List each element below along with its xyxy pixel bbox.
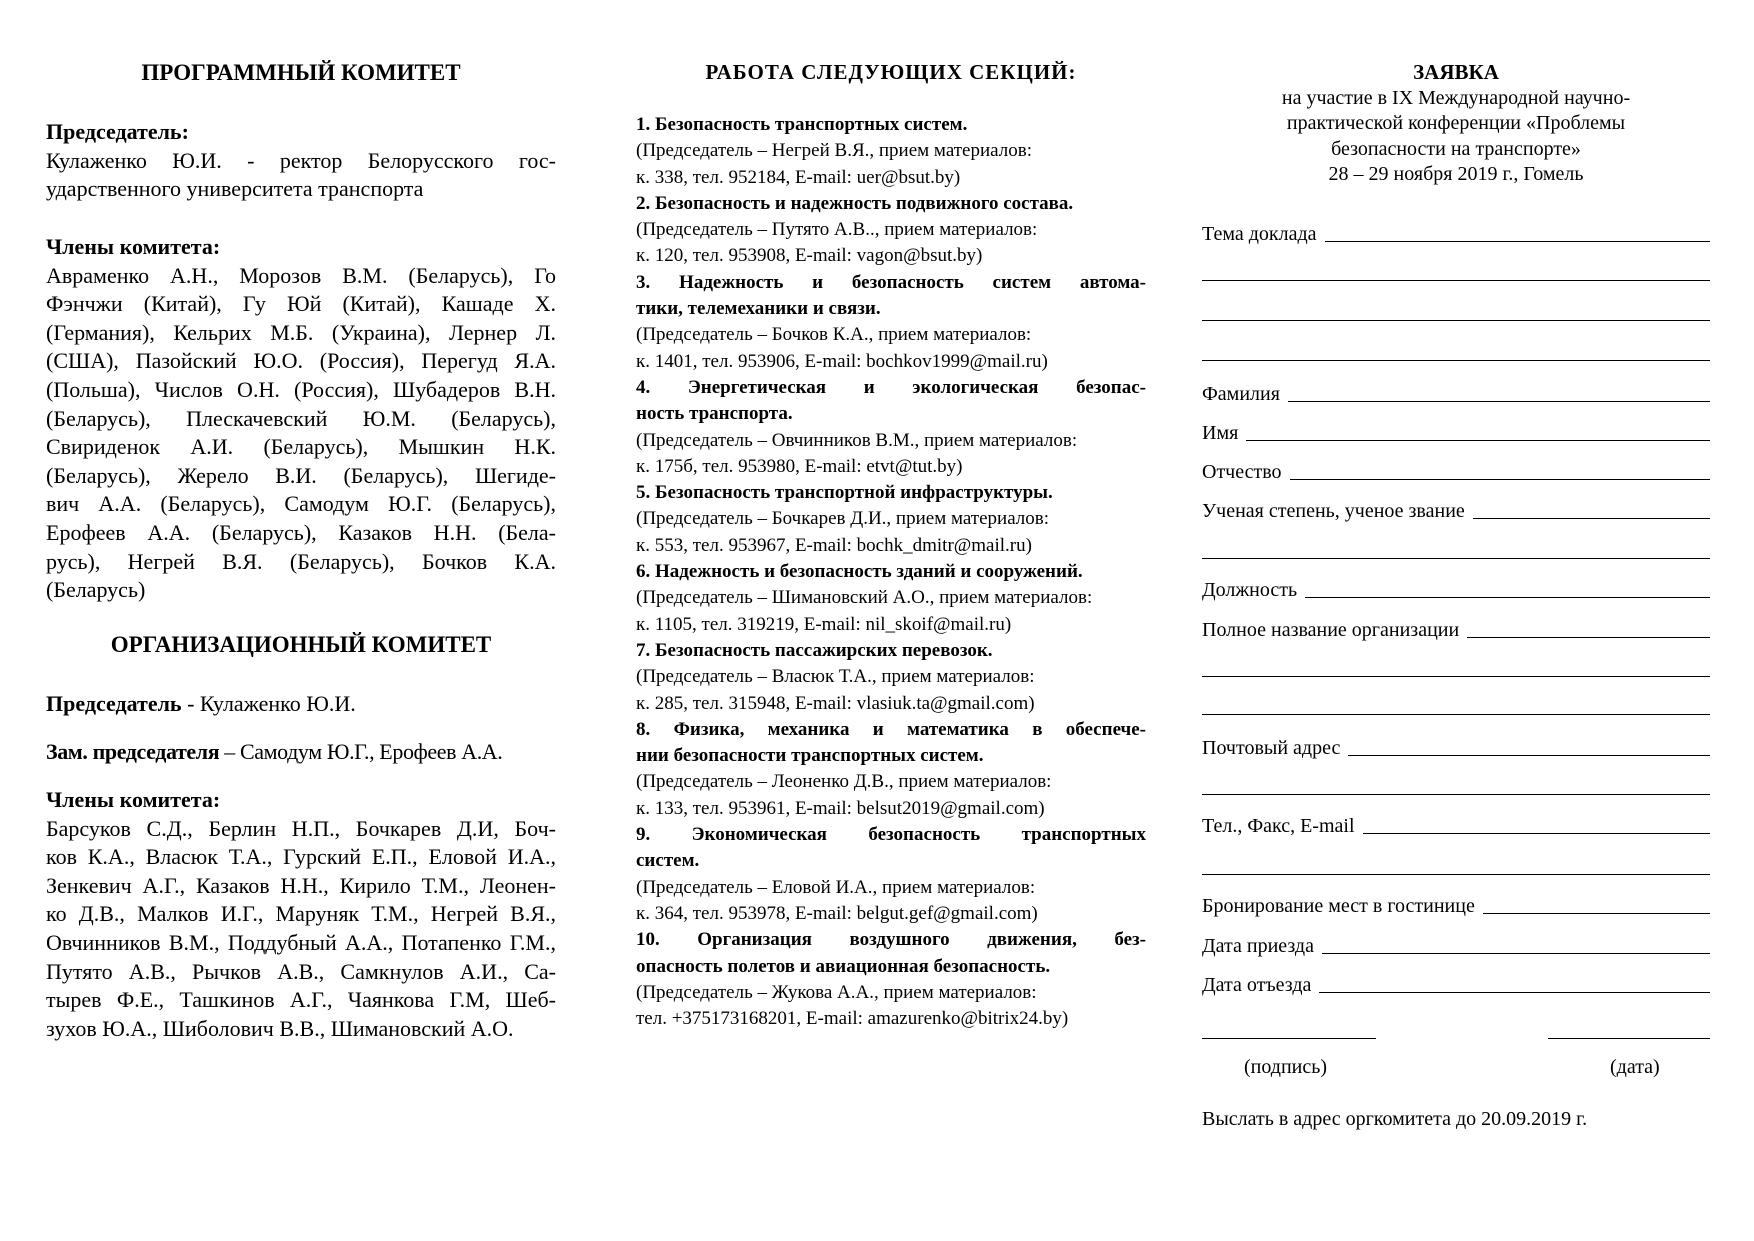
degree-input-line-2[interactable] (1202, 558, 1710, 559)
organization-input-line-2[interactable] (1202, 676, 1710, 677)
org-deputy-value: – Самодум Ю.Г., Ерофеев А.А. (219, 739, 503, 764)
program-members-line: (Беларусь), Плескачевский Ю.М. (Беларусь), (46, 405, 556, 431)
section-item (636, 638, 1146, 717)
patronymic-input-line[interactable] (1290, 479, 1710, 480)
program-chair-label: Председатель: (46, 119, 189, 144)
application-title: ЗАЯВКА (1413, 60, 1499, 84)
section-title: 10. Организация воздушного движения, без- (636, 929, 1146, 951)
program-members-line: вич А.А. (Беларусь), Самодум Ю.Г. (Беларусь), (46, 491, 556, 517)
address-label: Почтовый адрес (1202, 737, 1341, 759)
section-contact: (Председатель – Бочков К.А., прием материалов: (636, 324, 1032, 346)
address-field[interactable] (1202, 734, 1710, 760)
section-item (636, 559, 1146, 638)
section-title: 3. Надежность и безопасность систем автома- (636, 271, 1146, 293)
application-subtitle-line: 28 – 29 ноября 2019 г., Гомель (1328, 163, 1584, 186)
application-header (1202, 60, 1710, 188)
patronymic-field[interactable] (1202, 458, 1710, 484)
application-subtitle-line: на участие в IX Международной научно- (1281, 86, 1631, 109)
program-members-line: (Германия), Кельрих М.Б. (Украина), Лернер Л. (46, 319, 556, 345)
signature-label: (подпись) (1244, 1056, 1328, 1078)
org-members-line: Барсуков С.Д., Берлин Н.П., Бочкарев Д.И, Боч- (46, 815, 556, 841)
section-item (636, 191, 1146, 270)
patronymic-label: Отчество (1202, 461, 1282, 483)
organization-input-line[interactable] (1467, 637, 1710, 638)
section-item (636, 480, 1146, 559)
program-members (46, 233, 556, 605)
departure-input-line[interactable] (1319, 992, 1710, 993)
program-members-text (46, 262, 556, 605)
section-contact: (Председатель – Леоненко Д.В., прием материалов: (636, 771, 1052, 793)
organization-field[interactable] (1202, 616, 1710, 642)
departure-field[interactable] (1202, 971, 1710, 997)
section-title: нии безопасности транспортных систем. (636, 745, 984, 767)
section-title: тики, телемеханики и связи. (636, 298, 881, 320)
program-members-line: (Польша), Числов О.Н. (Россия), Шубадеров В.Н. (46, 376, 556, 402)
org-chair-label: Председатель (46, 691, 182, 716)
hotel-field[interactable] (1202, 892, 1710, 918)
surname-field[interactable] (1202, 380, 1710, 406)
section-item (636, 927, 1146, 1032)
section-contact: тел. +375173168201, E-mail: amazurenko@bitrix24.by) (636, 1008, 1069, 1030)
position-field[interactable] (1202, 576, 1710, 602)
position-label: Должность (1202, 579, 1298, 601)
section-title: 2. Безопасность и надежность подвижного состава. (636, 192, 1074, 214)
address-input-line[interactable] (1348, 755, 1710, 756)
hotel-input-line[interactable] (1483, 913, 1710, 914)
section-contact: к. 364, тел. 953978, E-mail: belgut.gef@gmail.com) (636, 902, 1038, 924)
org-deputy (46, 738, 556, 767)
section-title: 7. Безопасность пассажирских перевозок. (636, 639, 993, 661)
section-item (636, 822, 1146, 927)
arrival-label: Дата приезда (1202, 935, 1314, 957)
section-contact: (Председатель – Путято А.В.., прием материалов: (636, 219, 1038, 241)
program-chair-line: Кулаженко Ю.И. - ректор Белорусского гос- (46, 147, 556, 173)
application-subtitle-line: практической конференции «Проблемы (1286, 112, 1626, 135)
section-item (636, 112, 1146, 191)
address-input-line-2[interactable] (1202, 794, 1710, 795)
section-contact: (Председатель – Еловой И.А., прием материалов: (636, 876, 1036, 898)
date-line[interactable] (1548, 1038, 1710, 1039)
contacts-input-line[interactable] (1363, 833, 1710, 834)
section-contact: к. 553, тел. 953967, E-mail: bochk_dmitr@mail.ru) (636, 534, 1032, 556)
section-title: 4. Энергетическая и экологическая безопас- (636, 376, 1146, 398)
application-subtitle (1202, 86, 1710, 188)
org-members-line: зухов Ю.А., Шиболович В.В., Шимановский А.О. (46, 1015, 514, 1041)
topic-input-line-4[interactable] (1202, 360, 1710, 361)
org-committee-title: ОРГАНИЗАЦИОННЫЙ КОМИТЕТ (110, 632, 492, 657)
org-chair (46, 690, 556, 719)
program-members-line: Авраменко А.Н., Морозов В.М. (Беларусь), Го (46, 262, 556, 288)
deadline-note: Выслать в адрес оргкомитета до 20.09.2019 г. (1202, 1108, 1588, 1130)
degree-label: Ученая степень, ученое звание (1202, 500, 1465, 522)
section-contact: к. 338, тел. 952184, E-mail: uer@bsut.by) (636, 166, 961, 188)
contacts-input-line-2[interactable] (1202, 874, 1710, 875)
program-members-line: Фэнчжи (Китай), Гу Юй (Китай), Кашаде Х. (46, 291, 556, 317)
program-members-line: (США), Пазойский Ю.О. (Россия), Перегуд Я.А. (46, 348, 556, 374)
section-contact: (Председатель – Бочкарев Д.И., прием материалов: (636, 508, 1050, 530)
surname-label: Фамилия (1202, 383, 1280, 405)
sections-title: РАБОТА СЛЕДУЮЩИХ СЕКЦИЙ: (705, 60, 1077, 84)
program-members-line: Ерофеев А.А. (Беларусь), Казаков Н.Н. (Бела- (46, 519, 556, 545)
program-members-line: (Беларусь) (46, 577, 146, 603)
program-members-line: Свириденок А.И. (Беларусь), Мышкин Н.К. (46, 434, 556, 460)
section-title: 6. Надежность и безопасность зданий и сооружений. (636, 561, 1083, 583)
section-contact: (Председатель – Власюк Т.А., прием материалов: (636, 666, 1035, 688)
program-members-label: Члены комитета: (46, 234, 221, 259)
section-item (636, 717, 1146, 822)
org-members-label: Члены комитета: (46, 787, 221, 812)
section-title: ность транспорта. (636, 403, 793, 425)
organization-input-line-3[interactable] (1202, 714, 1710, 715)
hotel-label: Бронирование мест в гостинице (1202, 895, 1475, 917)
application-subtitle-line: безопасности на транспорте» (1331, 137, 1581, 160)
section-contact: к. 175б, тел. 953980, E-mail: etvt@tut.by) (636, 455, 963, 477)
program-chair-text (46, 147, 556, 204)
position-input-line[interactable] (1305, 597, 1710, 598)
org-members-line: ко Д.В., Малков И.Г., Маруняк Т.М., Негрей В.Я., (46, 901, 556, 927)
degree-field[interactable] (1202, 497, 1710, 523)
org-members-line: Зенкевич А.Г., Казаков Н.Н., Кирило Т.М., Леонен- (46, 872, 556, 898)
surname-input-line[interactable] (1288, 401, 1710, 402)
section-contact: (Председатель – Жукова А.А., прием материалов: (636, 981, 1037, 1003)
section-title: систем. (636, 850, 700, 872)
date-label: (дата) (1610, 1056, 1660, 1078)
section-contact: (Председатель – Негрей В.Я., прием материалов: (636, 140, 1032, 162)
section-contact: к. 1105, тел. 319219, E-mail: nil_skoif@mail.ru) (636, 613, 1012, 635)
program-chair (46, 118, 556, 204)
name-label: Имя (1202, 422, 1239, 444)
section-title: 8. Физика, механика и математика в обеспече- (636, 718, 1146, 740)
topic-input-line-3[interactable] (1202, 320, 1710, 321)
org-members-line: тырев Ф.Е., Ташкинов А.Г., Чаянкова Г.М, Шеб- (46, 987, 556, 1013)
program-members-line: русь), Негрей В.Я. (Беларусь), Бочков К.А. (46, 548, 556, 574)
departure-label: Дата отъезда (1202, 974, 1312, 996)
section-contact: к. 120, тел. 953908, E-mail: vagon@bsut.by) (636, 245, 983, 267)
section-contact: к. 285, тел. 315948, E-mail: vlasiuk.ta@gmail.com) (636, 692, 1035, 714)
org-members-line: Овчинников В.М., Поддубный А.А., Потапенко Г.М., (46, 929, 556, 955)
org-members-line: ков К.А., Власюк Т.А., Гурский Е.П., Еловой И.А., (46, 844, 556, 870)
program-members-line: (Беларусь), Жерело В.И. (Беларусь), Шегиде- (46, 462, 556, 488)
org-chair-value: - Кулаженко Ю.И. (181, 691, 356, 716)
topic-input-line[interactable] (1325, 241, 1710, 242)
arrival-input-line[interactable] (1322, 953, 1710, 954)
org-members-line: Путято А.В., Рычков А.В., Самкнулов А.И., Са- (46, 958, 556, 984)
section-item (636, 270, 1146, 375)
topic-field[interactable] (1202, 220, 1710, 246)
section-contact: к. 1401, тел. 953906, E-mail: bochkov1999@mail.ru) (636, 350, 1048, 372)
program-committee-title: ПРОГРАММНЫЙ КОМИТЕТ (141, 60, 461, 85)
program-chair-line: ударственного университета транспорта (46, 176, 424, 202)
organization-label: Полное название организации (1202, 619, 1460, 641)
section-contact: (Председатель – Овчинников В.М., прием материалов: (636, 429, 1078, 451)
topic-input-line-2[interactable] (1202, 280, 1710, 281)
section-title: 5. Безопасность транспортной инфраструктуры. (636, 482, 1053, 504)
arrival-field[interactable] (1202, 932, 1710, 958)
signature-line[interactable] (1202, 1038, 1376, 1039)
contacts-field[interactable] (1202, 812, 1710, 838)
section-title: опасность полетов и авиационная безопасность. (636, 955, 1051, 977)
section-contact: к. 133, тел. 953961, E-mail: belsut2019@gmail.com) (636, 797, 1045, 819)
org-members-text (46, 815, 556, 1044)
contacts-label: Тел., Факс, E-mail (1202, 815, 1355, 837)
name-input-line[interactable] (1246, 440, 1710, 441)
sections-list (636, 112, 1146, 1032)
topic-label: Тема доклада (1202, 223, 1317, 245)
org-deputy-label: Зам. председателя (46, 739, 220, 764)
org-members (46, 786, 556, 1043)
section-title: 1. Безопасность транспортных систем. (636, 114, 968, 135)
section-item (636, 375, 1146, 480)
section-contact: (Председатель – Шимановский А.О., прием материалов: (636, 587, 1093, 609)
section-title: 9. Экономическая безопасность транспортных (636, 824, 1146, 846)
name-field[interactable] (1202, 419, 1710, 445)
degree-input-line[interactable] (1473, 518, 1710, 519)
